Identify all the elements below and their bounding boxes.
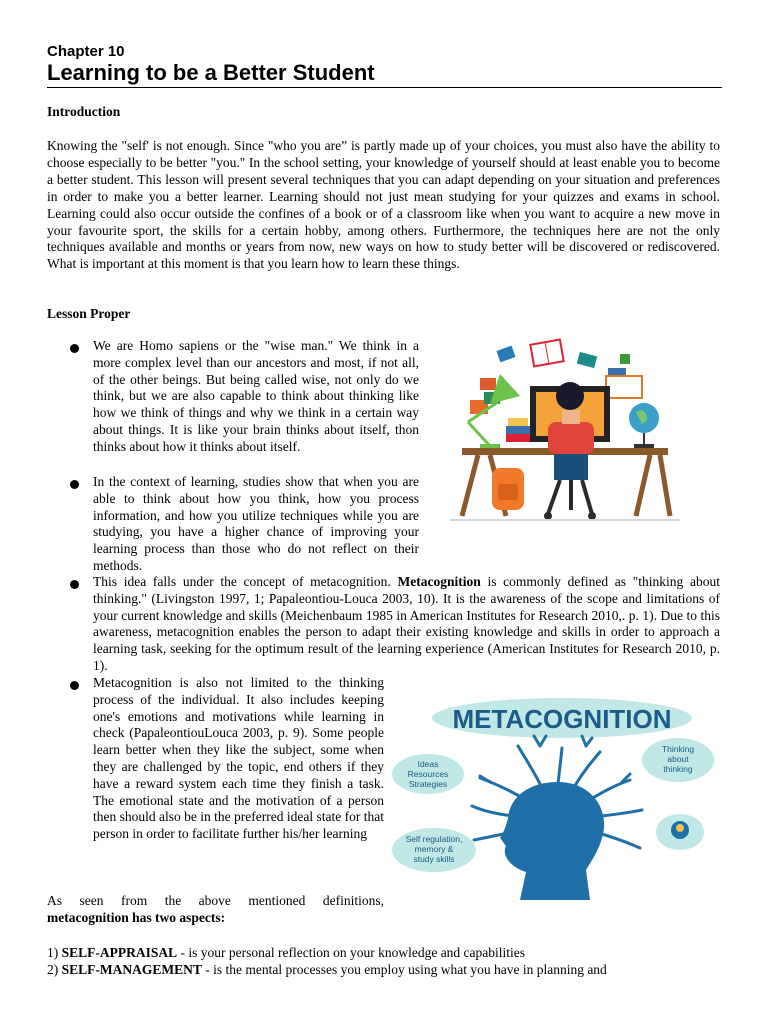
bullet-dot [70, 580, 79, 589]
title-divider [47, 87, 722, 88]
aspects-intro [47, 893, 384, 927]
intro-text: Knowing the "self' is not enough. Since "who you are” is partly made up of your choices, you must also have the ability to choose especially to be better "you." In the school setting, your knowledge of yourself should at least enable you to become a better student. This lesson will present several techniques that you can adapt depending on your situation and preferences in order to make you a better learner. Learning should not just mean studying for your quizzes and exams in school. Learning could also occur outside the confines of a book or of a classroom like when you want to acquire a new move in your favourite sport, the skills for a certain hobby, among others. Furthermore, the techniques here are not the only techniques available and months or years from now, new ways on how to study better will be discovered or rediscovered. What is important at this moment is that you learn how to learn these things. [47, 138, 720, 272]
study-illustration [450, 334, 680, 524]
bullet-3 [93, 574, 720, 675]
globe [629, 403, 659, 448]
bullet-dot [70, 681, 79, 690]
intro-heading: Introduction [47, 104, 121, 119]
aspect-2-num: 2) [47, 962, 62, 977]
bullet-3-post: is commonly defined as "thinking about thinking." (Livingston 1997, 1; Papaleontiou-Louca 2003, 10). It is the awareness of the scope and limitations of your current knowledge and skills (Meichenbaum 1985 in American Institutes for Research 2010,. p. 1). Due to this awareness, metacognition enables the person to adapt their existing knowledge and skills in order to approach a learning task, seeking for the optimum result of the learning experience (American Institutes for Research 2010, p. 1). [93, 574, 720, 673]
aspect-2-term: SELF-MANAGEMENT [61, 962, 202, 977]
cloud-lightbulb [656, 814, 704, 850]
bullet-dot [70, 344, 79, 353]
bullet-3-bold: Metacognition [397, 574, 481, 589]
bullet-2: In the context of learning, studies show that when you are able to think about how you think, how you process information, and how you utilize techniques while you are studying, you have a higher chance of improving your learning process than those who do not reflect on their methods. [93, 474, 419, 573]
aspect-1-desc: - is your personal reflection on your knowledge and capabilities [177, 945, 526, 960]
backpack [492, 468, 524, 510]
aspects-pre: As seen from the above mentioned definitions, [47, 893, 384, 908]
cloud-thinking-line1: Thinking [661, 744, 695, 754]
page-title: Learning to be a Better Student [47, 60, 375, 85]
bullet-4: Metacognition is also not limited to the thinking process of the individual. It also includes keeping one's emotions and motivations while learning in check (PapaleontiouLouca 2003, p. 9). Some people learn better when they like the subject, some when they are challenged by the topic, end others if they have a reward system each time they finish a task. The emotional state and the motivation of a person then should also be in the preferred ideal state for that person in order to facilitate further his/her learning [93, 675, 384, 842]
chapter-label: Chapter 10 [47, 43, 125, 60]
cloud-self-line3: study skills [413, 854, 455, 864]
intro-paragraph [47, 138, 720, 273]
cloud-ideas-line3: Strategies [408, 779, 448, 789]
lesson-heading: Lesson Proper [47, 306, 131, 321]
cloud-thinking [642, 738, 714, 782]
cloud-self-regulation [392, 828, 476, 872]
cloud-self-line1: Self regulation, [405, 834, 463, 844]
cloud-ideas-line2: Resources [407, 769, 449, 779]
aspect-2-desc: - is the mental processes you employ using what you have in planning and [201, 962, 607, 977]
cloud-thinking-line3: thinking [663, 764, 693, 774]
bullet-dot [70, 480, 79, 489]
metacognition-infographic [390, 686, 720, 900]
bullet-1: We are Homo sapiens or the "wise man." We think in a more complex level than our ancestors and most, if not all, of the other beings. But being called wise, not only do we think, but we are also capable to think about thinking like how we think of things and why we think in a certain way about things. It is like your brain thinks about itself, thon thinks about how it thinks about itself. [93, 338, 419, 454]
aspects-bold: metacognition has two aspects: [47, 909, 226, 925]
aspect-1 [47, 944, 722, 961]
aspect-1-num: 1) [47, 945, 62, 960]
cloud-ideas [392, 754, 464, 794]
infographic-title: METACOGNITION [452, 704, 672, 734]
cloud-thinking-line2: about [667, 754, 689, 764]
cloud-ideas-line1: Ideas [417, 759, 439, 769]
bullet-3-pre: This idea falls under the concept of metacognition. [93, 574, 398, 589]
aspect-2 [47, 961, 722, 978]
aspect-1-term: SELF-APPRAISAL [61, 945, 178, 960]
cloud-self-line2: memory & [414, 844, 454, 854]
